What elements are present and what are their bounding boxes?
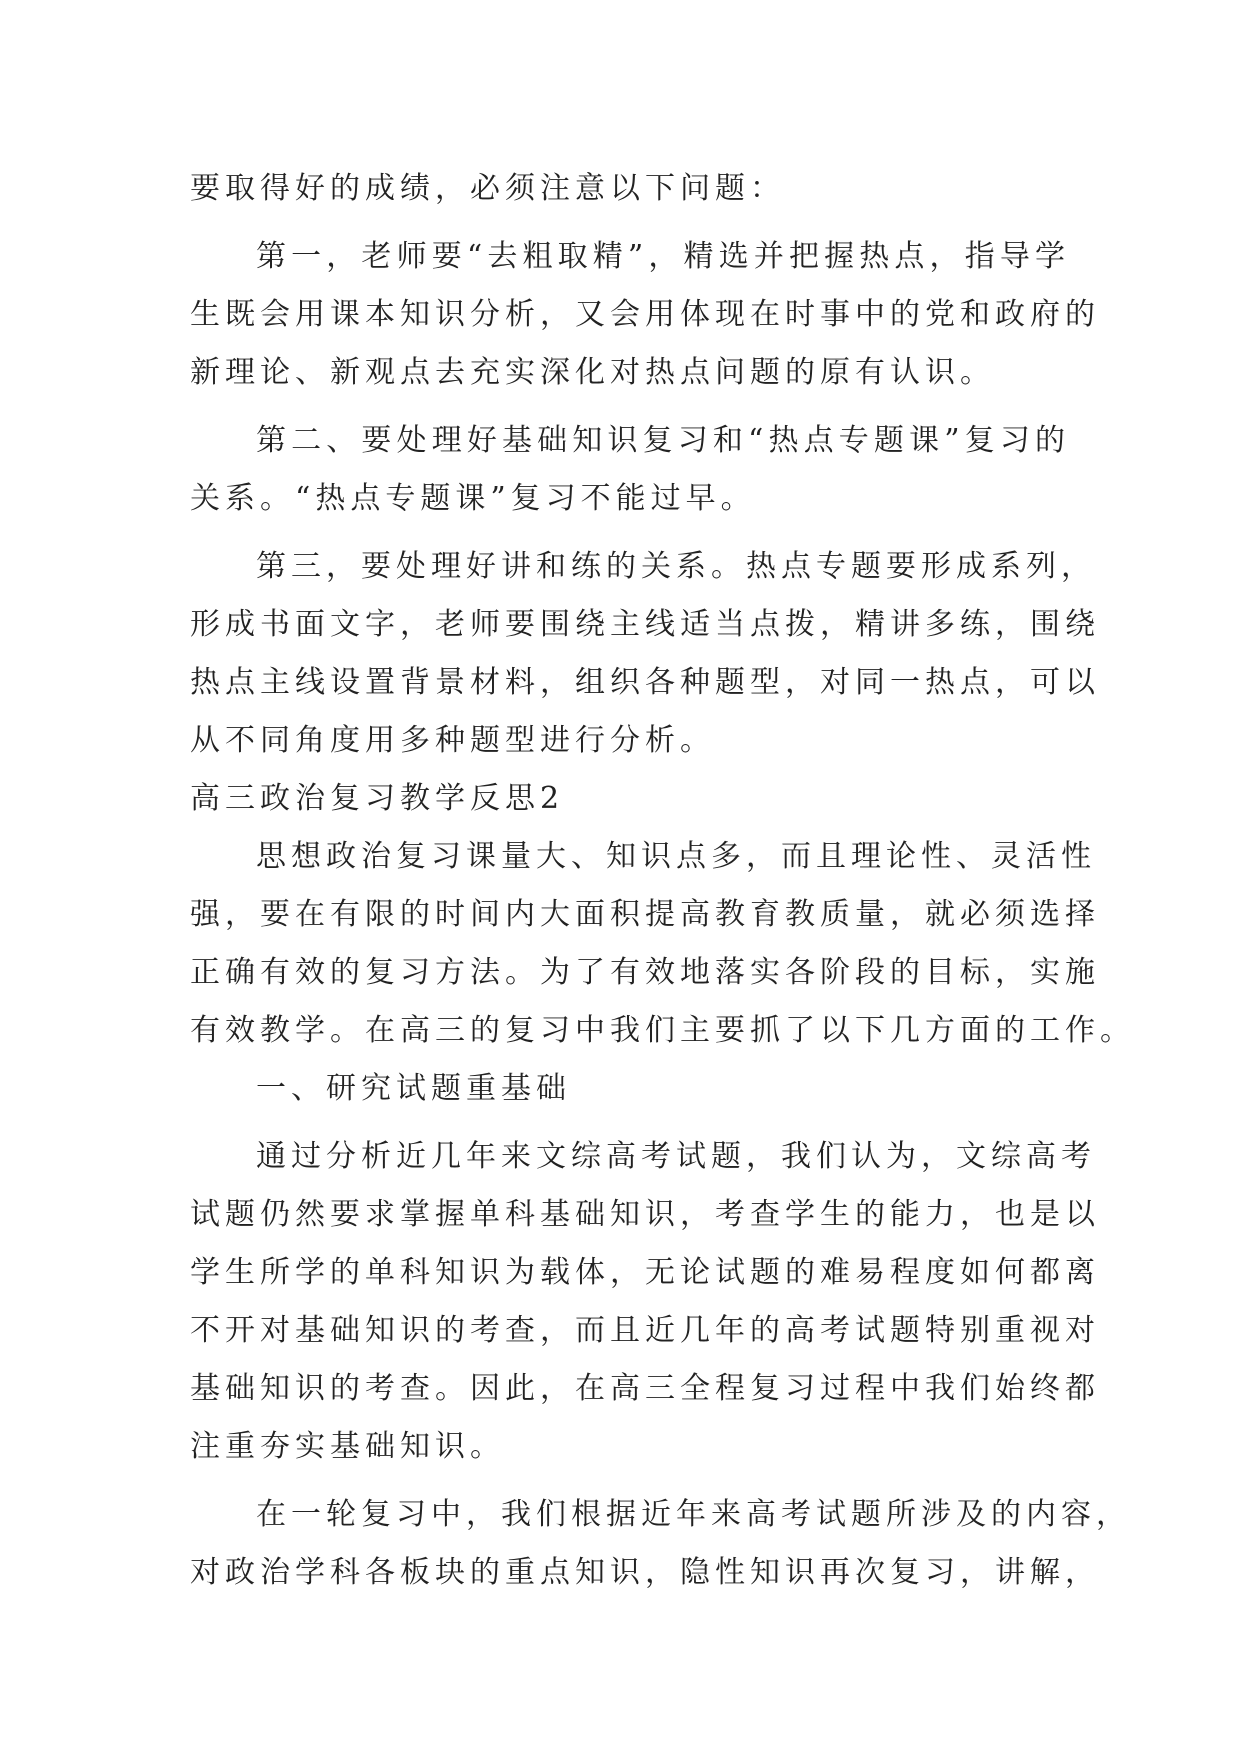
paragraph-line: 从不同角度用多种题型进行分析。 bbox=[190, 723, 715, 758]
paragraph-line: 不开对基础知识的考查，而且近几年的高考试题特别重视对 bbox=[190, 1313, 1100, 1348]
paragraph-line: 新理论、新观点去充实深化对热点问题的原有认识。 bbox=[190, 355, 995, 390]
paragraph-line: 关系。“热点专题课”复习不能过早。 bbox=[190, 481, 756, 516]
paragraph-line: 学生所学的单科知识为载体，无论试题的难易程度如何都离 bbox=[190, 1255, 1100, 1290]
paragraph-line: 第一，老师要“去粗取精”，精选并把握热点，指导学 bbox=[256, 239, 1070, 274]
paragraph-line: 基础知识的考查。因此，在高三全程复习过程中我们始终都 bbox=[190, 1371, 1100, 1406]
document-body bbox=[190, 160, 1135, 1602]
paragraph-line: 强，要在有限的时间内大面积提高教育教质量，就必须选择 bbox=[190, 897, 1100, 932]
subsection-heading: 一、研究试题重基础 bbox=[256, 1071, 571, 1106]
paragraph-line: 通过分析近几年来文综高考试题，我们认为，文综高考 bbox=[256, 1139, 1096, 1174]
paragraph-line: 生既会用课本知识分析，又会用体现在时事中的党和政府的 bbox=[190, 297, 1100, 332]
paragraph-line: 对政治学科各板块的重点知识，隐性知识再次复习，讲解， bbox=[190, 1555, 1100, 1590]
paragraph-line: 第三，要处理好讲和练的关系。热点专题要形成系列， bbox=[256, 549, 1096, 584]
section-heading: 高三政治复习教学反思2 bbox=[190, 781, 565, 816]
paragraph-line: 试题仍然要求掌握单科基础知识，考查学生的能力，也是以 bbox=[190, 1197, 1100, 1232]
paragraph-line: 第二、要处理好基础知识复习和“热点专题课”复习的 bbox=[256, 423, 1070, 458]
paragraph-line: 思想政治复习课量大、知识点多，而且理论性、灵活性 bbox=[256, 839, 1096, 874]
paragraph-line: 在一轮复习中，我们根据近年来高考试题所涉及的内容， bbox=[256, 1497, 1131, 1532]
paragraph-line: 形成书面文字，老师要围绕主线适当点拨，精讲多练，围绕 bbox=[190, 607, 1100, 642]
paragraph-line: 有效教学。在高三的复习中我们主要抓了以下几方面的工作。 bbox=[190, 1013, 1135, 1048]
paragraph-line: 热点主线设置背景材料，组织各种题型，对同一热点，可以 bbox=[190, 665, 1100, 700]
paragraph-line: 正确有效的复习方法。为了有效地落实各阶段的目标，实施 bbox=[190, 955, 1100, 990]
paragraph-line: 注重夯实基础知识。 bbox=[190, 1429, 505, 1464]
paragraph-line: 要取得好的成绩，必须注意以下问题： bbox=[190, 171, 785, 206]
